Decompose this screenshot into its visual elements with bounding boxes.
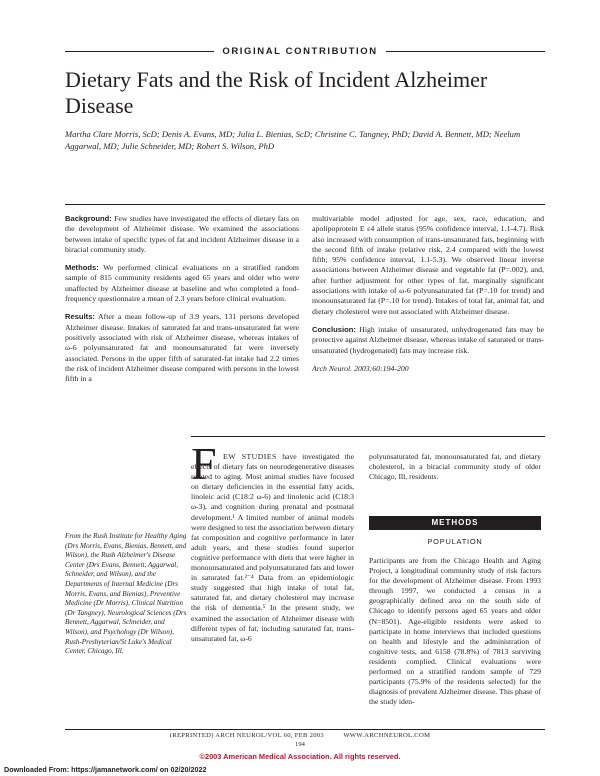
citation: Arch Neurol. 2003;60:194-200 [312,363,409,373]
background-text: Few studies have investigated the effects of dietary fats on the development of Alzheimer disease. We examined the associations between intake of specific types of fat and incident Alzheimer disease in a biracial community study. [65,214,299,254]
download-stamp: Downloaded From: https://jamanetwork.com/ on 02/20/2022 [4,765,207,774]
population-subheading: POPULATION [427,537,483,546]
page-number: 194 [295,741,305,748]
conclusion-heading: Conclusion: [312,324,356,334]
abstract-methods [65,263,299,304]
population-text: Participants are from the Chicago Health and Aging Project, a longitudinal community study of risk factors for the development of Alzheimer disease. From 1993 through 1997, we conducted a census in a geographically defined area on the south side of Chicago to identify persons aged 65 years and older (N=8501). Age-eligible residents were asked to participate in home interviews that included questions on health and lifestyle and the administration of cognitive tests, and 6158 (78.8%) of 7813 surviving residents complied. Clinical evaluations were performed on a stratified random sample of 729 participants (75.9% of the residents selected) for the diagnosis of prevalent Alzheimer disease. This phase of the study iden- [369,556,541,707]
author-list: Martha Clare Morris, ScD; Denis A. Evans, MD; Julia L. Bienias, ScD; Christine C. Tangney, PhD; David A. Bennett, MD; Neelum Aggarwal, MD; Julie Schneider, MD; Robert S. Wilson, PhD [65,129,521,151]
intro-column [191,452,354,644]
section-label: ORIGINAL CONTRIBUTION [0,46,600,57]
intro-continued [369,452,541,482]
methods-heading: Methods: [65,263,99,273]
methods-heading-bar: METHODS [369,516,541,530]
abstract-background [65,214,299,255]
footer-rule [65,729,545,730]
conclusion-text: High intake of unsaturated, unhydrogenated fats may be protective against Alzheimer disease, whereas intake of saturated or trans-unsaturated (hydrogenated) fats may increase risk. [312,324,544,355]
intro-text: have investigated the effects of dietary fats on neurodegenerative diseases related to aging. Most animal studies have focused on dietary deficiencies in the essential fatty acids, linoleic acid (C18:2 ω-6) and linolenic acid (C18:3 ω-3), and cognition during prenatal and postnatal development.¹ A limited number of animal models were designed to test the association between dietary fat composition and cognitive performance in later adult years, and these studies found superior cognitive performance with diets that were higher in monounsaturated and polyunsaturated fats and lower in saturated fat.²⁻⁴ Data from an epidemiologic study suggested that high intake of total fat, saturated fat, and dietary cholesterol may increase the risk of dementia.⁵ In the present study, we examined the association of Alzheimer disease with different types of fat, including saturated fat, trans-unsaturated fat, ω-6 [191,452,354,643]
drop-cap: F [191,438,217,489]
abstract-top-rule [65,204,545,205]
copyright-notice: ©2003 American Medical Association. All rights reserved. [199,752,401,761]
abstract-left-column [65,214,299,392]
abstract-results [65,312,299,384]
abstract-bottom-rule [191,436,545,437]
abstract-right-column [312,214,544,382]
intro-lead-caps: EW STUDIES [223,452,277,461]
intro-continued-text: polyunsaturated fat, monounsaturated fat, and dietary cholesterol, in a biracial community study of older Chicago, Ill, residents. [369,452,541,482]
footer-journal-line: (REPRINTED) ARCH NEUROL/VOL 60, FEB 2003 WWW.ARCHNEUROL.COM [169,732,431,739]
results-text: After a mean follow-up of 3.9 years, 131 persons developed Alzheimer disease. Intakes of saturated fat and trans-unsaturated fat were positively associated with risk of Alzheimer disease, whereas intakes of ω-6 polyunsaturated fat and monounsaturated fat were inversely associated. Persons in the upper fifth of saturated-fat intake had 2.2 times the risk of incident Alzheimer disease compared with persons in the lowest fifth in a [65,312,299,384]
abstract-conclusion [312,325,544,356]
results-continued: multivariable model adjusted for age, sex, race, education, and apolipoprotein E ε4 allele status (95% confidence interval, 1.1-4.7). Risk also increased with consumption of trans-unsaturated fats, beginning with the second fifth of intake (relative risk, 2.4 compared with the lowest fifth; 95% confidence interval, 1.1-5.3). We observed linear inverse associations between Alzheimer disease and vegetable fat (P=.002), and, after further adjustment for other types of fat, marginally significant associations with intake of ω-6 polyunsaturated fat (P=.10 for trend) and monounsaturated fat (P=.10 for trend). Intakes of total fat, animal fat, and dietary cholesterol were not associated with Alzheimer disease. [312,214,544,316]
population-column [369,556,541,707]
background-heading: Background: [65,214,112,223]
intro-paragraph [191,452,354,644]
methods-text: We performed clinical evaluations on a stratified random sample of 815 community residents aged 65 years and older who were unaffected by Alzheimer disease at baseline and who completed a food-frequency questionnaire a mean of 2.3 years before clinical evaluation. [65,263,299,304]
article-title: Dietary Fats and the Risk of Incident Alzheimer Disease [65,67,488,118]
author-affiliations: From the Rush Institute for Healthy Aging (Drs Morris, Evans, Bienias, Bennett, and Wilson), the Rush Alzheimer's Disease Center (Drs Evans, Bennett, Aggarwal, Schneider, and Wilson), and the Departments of Internal Medicine (Drs Morris, Evans, and Bienias), Preventive Medicine (Dr Morris), Clinical Nutrition (Dr Tangney), Neurological Sciences (Drs Bennett, Aggarwal, Schneider, and Wilson), and Psychology (Dr Wilson), Rush-Presbyterian/St Luke's Medical Center, Chicago, Ill. [65,532,187,656]
results-heading: Results: [65,312,95,322]
